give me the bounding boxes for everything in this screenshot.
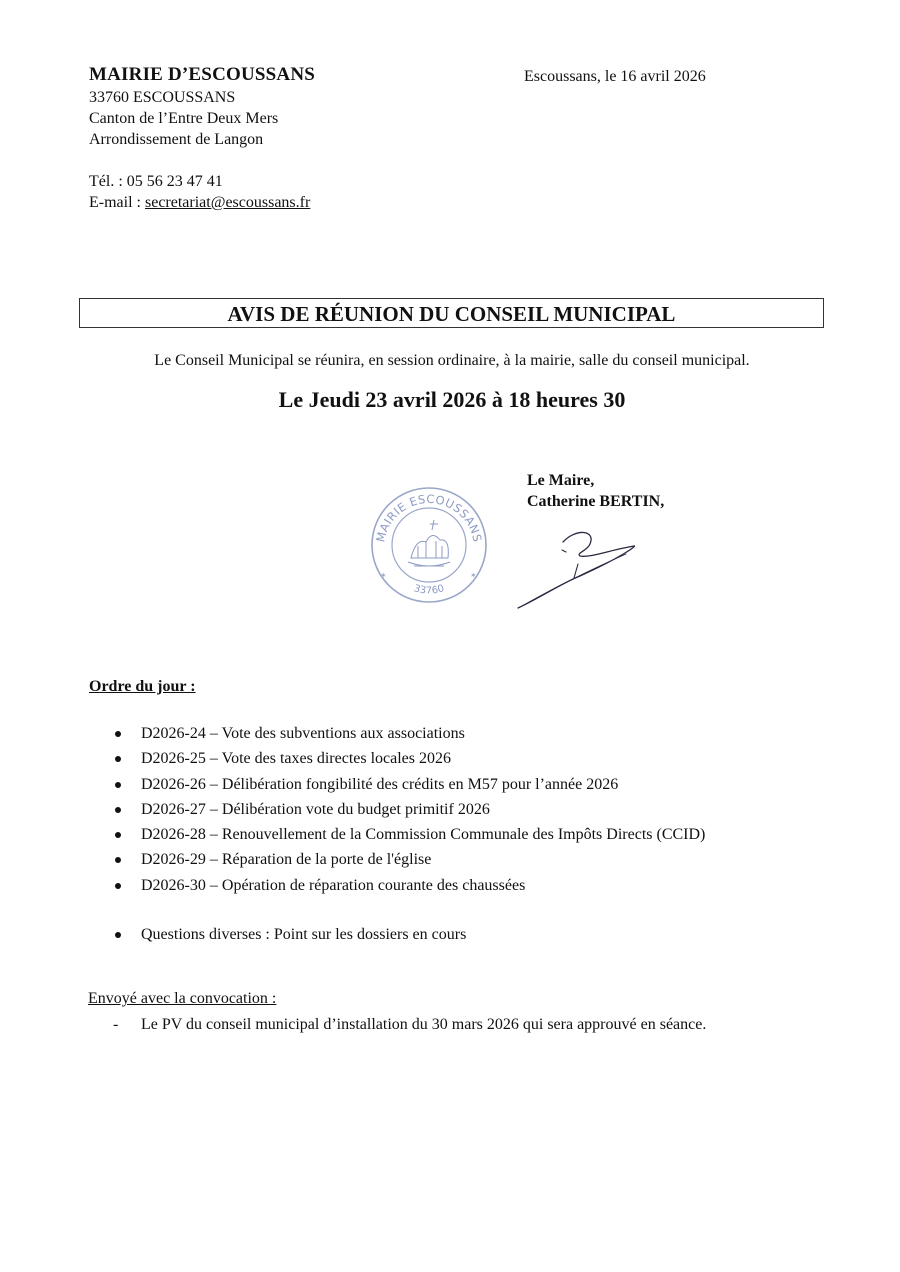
email-label: E-mail : (89, 194, 145, 211)
org-arrondissement: Arrondissement de Langon (89, 131, 264, 148)
org-canton: Canton de l’Entre Deux Mers (89, 110, 279, 127)
meeting-datetime: Le Jeudi 23 avril 2026 à 18 heures 30 (278, 387, 626, 412)
misc-questions (113, 922, 466, 947)
agenda-item: D2026-26 – Délibération fongibilité des crédits en M57 pour l’année 2026 (113, 772, 705, 797)
org-phone: Tél. : 05 56 23 47 41 (89, 173, 223, 190)
misc-questions-text: Questions diverses : Point sur les dossiers en cours (113, 922, 466, 947)
svg-text:MAIRIE ESCOUSSANS (373, 492, 484, 544)
agenda-item: D2026-29 – Réparation de la porte de l'église (113, 847, 705, 872)
email-link[interactable]: secretariat@escoussans.fr (144, 194, 311, 211)
attachment-text: Le PV du conseil municipal d’installation du 30 mars 2026 qui sera approuvé en séance. (141, 1016, 707, 1033)
agenda-list (113, 721, 705, 898)
svg-text:✶: ✶ (380, 571, 387, 580)
svg-text:✶: ✶ (470, 571, 477, 580)
agenda-item: D2026-28 – Renouvellement de la Commission Communale des Impôts Directs (CCID) (113, 822, 705, 847)
letter-date: Escoussans, le 16 avril 2026 (524, 68, 706, 85)
agenda-item: D2026-27 – Délibération vote du budget primitif 2026 (113, 797, 705, 822)
org-name: MAIRIE D’ESCOUSSANS (89, 64, 316, 85)
mairie-stamp-icon (366, 486, 492, 604)
agenda-title: Ordre du jour : (89, 678, 196, 695)
org-email-line (89, 193, 310, 213)
agenda-item: D2026-24 – Vote des subventions aux associations (113, 721, 705, 746)
stamp-text-bottom: 33760 (412, 583, 446, 597)
attachment-dash: - (113, 1016, 119, 1033)
agenda-item: D2026-25 – Vote des taxes directes locales 2026 (113, 746, 705, 771)
attachments-title: Envoyé avec la convocation : (88, 990, 277, 1007)
attachment-item (113, 1016, 706, 1034)
signature-icon (510, 520, 650, 615)
signatory-name: Catherine BERTIN, (527, 493, 665, 510)
svg-text:33760 (412, 583, 445, 596)
org-postal: 33760 ESCOUSSANS (89, 89, 236, 106)
agenda-item: D2026-30 – Opération de réparation courante des chaussées (113, 873, 705, 898)
signatory-role: Le Maire, (527, 472, 595, 489)
notice-intro: Le Conseil Municipal se réunira, en session ordinaire, à la mairie, salle du conseil municipal. (154, 352, 750, 369)
notice-title: AVIS DE RÉUNION DU CONSEIL MUNICIPAL (79, 298, 824, 328)
stamp-text-top: MAIRIE ESCOUSSANS (373, 491, 485, 544)
